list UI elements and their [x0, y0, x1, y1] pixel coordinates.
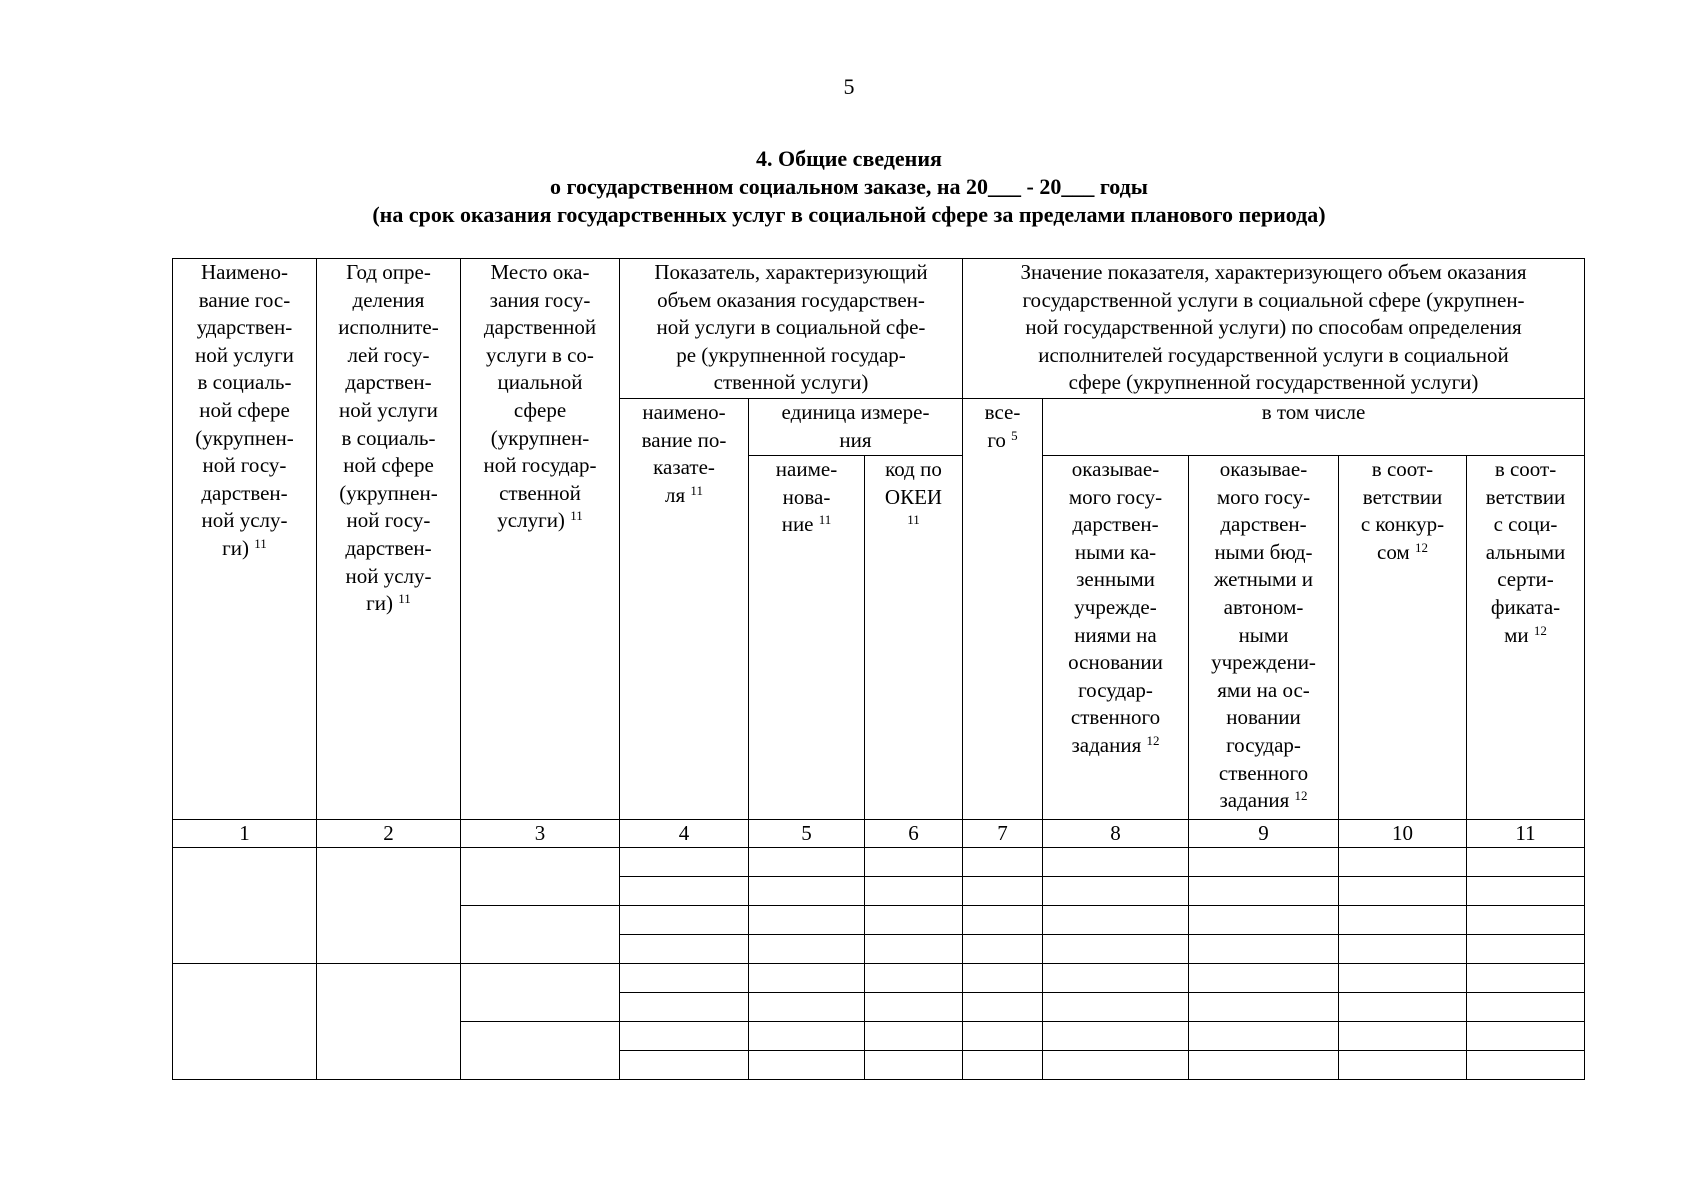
table-cell[interactable]	[620, 993, 749, 1022]
section-title	[0, 145, 1698, 229]
column-number: 5	[749, 820, 865, 848]
table-cell[interactable]	[749, 877, 865, 906]
table-cell[interactable]	[1189, 906, 1339, 935]
column-number-row	[173, 820, 1585, 848]
header-state-treasury: оказывае- мого госу- дарствен- ными ка- зенными учрежде- ниями на основании государ- ственного задания $^{12}$	[1043, 456, 1189, 820]
table-cell[interactable]	[963, 848, 1043, 877]
table-cell[interactable]	[173, 964, 317, 1080]
table-cell[interactable]	[749, 964, 865, 993]
table-cell[interactable]	[461, 1022, 620, 1080]
table-cell[interactable]	[620, 1022, 749, 1051]
table-cell[interactable]	[1467, 848, 1585, 877]
table-cell[interactable]	[749, 993, 865, 1022]
header-total: все- го $^5$	[963, 399, 1043, 820]
table-cell[interactable]	[749, 935, 865, 964]
column-number: 8	[1043, 820, 1189, 848]
table-cell[interactable]	[963, 1022, 1043, 1051]
table-cell[interactable]	[1467, 1022, 1585, 1051]
header-unit-name: наиме- нова- ние $^{11}$	[749, 456, 865, 820]
table-cell[interactable]	[749, 906, 865, 935]
table-cell[interactable]	[963, 993, 1043, 1022]
table-cell[interactable]	[865, 993, 963, 1022]
column-number: 1	[173, 820, 317, 848]
table-cell[interactable]	[865, 964, 963, 993]
column-number: 11	[1467, 820, 1585, 848]
table-cell[interactable]	[620, 877, 749, 906]
table-cell[interactable]	[963, 906, 1043, 935]
table-cell[interactable]	[1043, 993, 1189, 1022]
table-cell[interactable]	[1467, 993, 1585, 1022]
table-row	[173, 964, 1585, 993]
header-competition: в соот- ветствии с конкур- сом $^{12}$	[1339, 456, 1467, 820]
table-cell[interactable]	[963, 1051, 1043, 1080]
header-service-place: Место ока- зания госу- дарственной услуги в со- циальной сфере (укрупнен- ной государ- ственной услуги) $^{11}$	[461, 259, 620, 820]
table-cell[interactable]	[749, 1022, 865, 1051]
table-cell[interactable]	[963, 964, 1043, 993]
page-number: 5	[843, 74, 855, 99]
table-cell[interactable]	[1339, 964, 1467, 993]
table-cell[interactable]	[1043, 1051, 1189, 1080]
table-cell[interactable]	[1467, 964, 1585, 993]
header-budget-autonomous: оказывае- мого госу- дарствен- ными бюд- жетными и автоном- ными учреждени- ями на ос- новании государ- ственного задания $^{12}$	[1189, 456, 1339, 820]
title-line-3: (на срок оказания государственных услуг в социальной сфере за пределами планового периода)	[372, 202, 1326, 227]
table-cell[interactable]	[865, 935, 963, 964]
table-cell[interactable]	[963, 935, 1043, 964]
table-cell[interactable]	[963, 877, 1043, 906]
column-number: 10	[1339, 820, 1467, 848]
header-row-1	[173, 259, 1585, 399]
title-line-1: 4. Общие сведения	[756, 146, 942, 171]
table-cell[interactable]	[1339, 1051, 1467, 1080]
table-row	[173, 848, 1585, 877]
table-cell[interactable]	[1189, 993, 1339, 1022]
table-cell[interactable]	[1339, 1022, 1467, 1051]
header-value-group: Значение показателя, характеризующего объем оказания государственной услуги в социальной сфере (укрупнен- ной государственной услуги) по способам определения исполнителей государственной услуги в социальной сфере (укрупненной государственной услуги)	[963, 259, 1585, 399]
header-okei-code: код по ОКЕИ $^{11}$	[865, 456, 963, 820]
table-cell[interactable]	[461, 848, 620, 906]
table-cell[interactable]	[865, 1022, 963, 1051]
table-cell[interactable]	[317, 848, 461, 964]
column-number: 6	[865, 820, 963, 848]
table-cell[interactable]	[1339, 848, 1467, 877]
column-number: 2	[317, 820, 461, 848]
table-cell[interactable]	[1043, 1022, 1189, 1051]
table-cell[interactable]	[620, 935, 749, 964]
header-including-group: в том числе	[1043, 399, 1585, 456]
table-cell[interactable]	[1043, 877, 1189, 906]
column-number: 4	[620, 820, 749, 848]
table-cell[interactable]	[317, 964, 461, 1080]
table-cell[interactable]	[1467, 906, 1585, 935]
header-indicator-group: Показатель, характеризующий объем оказания государствен- ной услуги в социальной сфе- ре (укрупненной государ- ственной услуги)	[620, 259, 963, 399]
table-body	[173, 848, 1585, 1080]
table-cell[interactable]	[173, 848, 317, 964]
table-cell[interactable]	[620, 906, 749, 935]
header-unit-group: единица измере- ния	[749, 399, 963, 456]
table-cell[interactable]	[1189, 848, 1339, 877]
table-cell[interactable]	[461, 964, 620, 1022]
table-cell[interactable]	[865, 906, 963, 935]
header-indicator-name: наимено- вание по- казате- ля $^{11}$	[620, 399, 749, 820]
table-cell[interactable]	[865, 1051, 963, 1080]
table-cell[interactable]	[1339, 877, 1467, 906]
table-cell[interactable]	[1339, 906, 1467, 935]
table-cell[interactable]	[749, 848, 865, 877]
table-cell[interactable]	[461, 906, 620, 964]
column-number: 3	[461, 820, 620, 848]
table-cell[interactable]	[1467, 935, 1585, 964]
table-cell[interactable]	[1043, 935, 1189, 964]
table-cell[interactable]	[865, 848, 963, 877]
table-cell[interactable]	[620, 848, 749, 877]
table-header	[173, 259, 1585, 848]
table-cell[interactable]	[1189, 964, 1339, 993]
table-cell[interactable]	[1043, 964, 1189, 993]
table-cell[interactable]	[1467, 1051, 1585, 1080]
header-social-certificates: в соот- ветствии с соци- альными серти- фиката- ми $^{12}$	[1467, 456, 1585, 820]
table-cell[interactable]	[749, 1051, 865, 1080]
table-cell[interactable]	[1189, 1022, 1339, 1051]
column-number: 7	[963, 820, 1043, 848]
header-determination-year: Год опре- деления исполните- лей госу- дарствен- ной услуги в социаль- ной сфере (укрупнен- ной госу- дарствен- ной услу- ги) $^{11}$	[317, 259, 461, 820]
table-cell[interactable]	[1339, 935, 1467, 964]
table-cell[interactable]	[865, 877, 963, 906]
table-cell[interactable]	[620, 964, 749, 993]
column-number: 9	[1189, 820, 1339, 848]
social-order-table	[172, 258, 1585, 1080]
table-cell[interactable]	[1189, 935, 1339, 964]
header-service-name: Наимено- вание гос- ударствен- ной услуги в социаль- ной сфере (укрупнен- ной госу- дарствен- ной услу- ги) $^{11}$	[173, 259, 317, 820]
table-cell[interactable]	[1467, 877, 1585, 906]
table-cell[interactable]	[1189, 1051, 1339, 1080]
table-cell[interactable]	[1189, 877, 1339, 906]
table-cell[interactable]	[1339, 993, 1467, 1022]
table-cell[interactable]	[620, 1051, 749, 1080]
table-cell[interactable]	[1043, 848, 1189, 877]
title-line-2: о государственном социальном заказе, на 20___ - 20___ годы	[550, 174, 1148, 199]
table-cell[interactable]	[1043, 906, 1189, 935]
